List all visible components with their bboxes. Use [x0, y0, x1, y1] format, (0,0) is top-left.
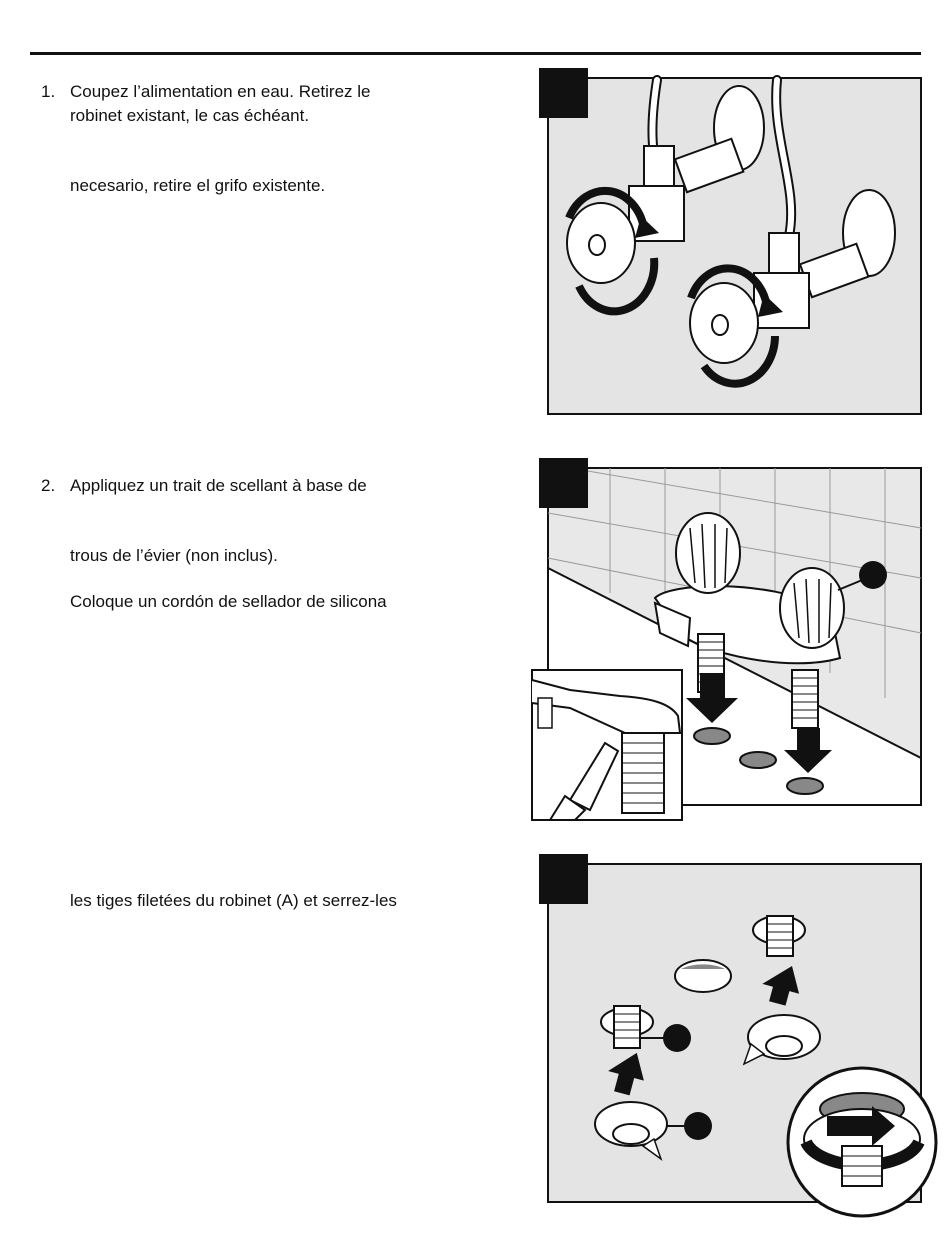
figure-3-illustration	[539, 854, 939, 1224]
figure-2-step-badge	[539, 458, 588, 508]
step-1-number: 1.	[41, 82, 56, 101]
figure-1-illustration	[539, 68, 924, 418]
figure-1-shutoff-valves	[539, 68, 924, 418]
step-3-french-line: les tiges filetées du robinet (A) et serrez-les	[70, 891, 397, 910]
figure-3-step-badge	[539, 854, 588, 904]
callout-marker	[859, 561, 887, 589]
step-2-french-line-1: Appliquez un trait de scellant à base de	[70, 476, 367, 495]
step-1-french-line-1: Coupez l’alimentation en eau. Retirez le	[70, 82, 371, 101]
step-1-spanish-line: necesario, retire el grifo existente.	[70, 176, 326, 195]
step-1-french-line-2: robinet existant, le cas échéant.	[70, 106, 310, 125]
top-rule	[30, 52, 921, 55]
step-2-number: 2.	[41, 476, 56, 495]
figure-2-illustration	[530, 458, 925, 823]
step-2-spanish-line: Coloque un cordón de sellador de silicona	[70, 592, 387, 611]
figure-1-step-badge	[539, 68, 588, 118]
step-2-french-line-2: trous de l’évier (non inclus).	[70, 546, 278, 565]
callout-marker-b	[684, 1112, 712, 1140]
figure-3-mounting-nuts	[539, 854, 939, 1224]
callout-marker-a	[663, 1024, 691, 1052]
figure-2-faucet-installation	[530, 458, 925, 823]
